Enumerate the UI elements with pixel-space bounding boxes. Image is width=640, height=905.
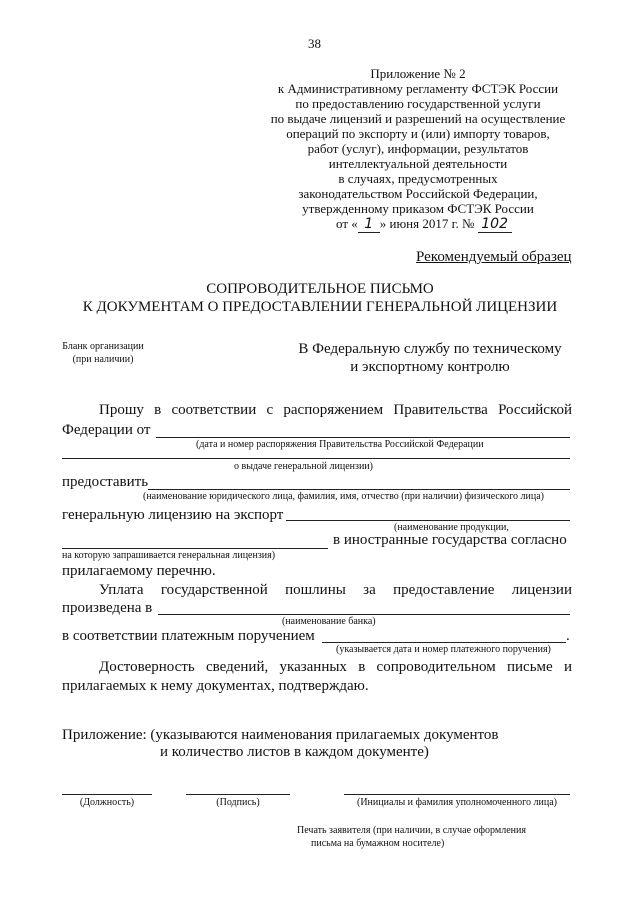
appendix-line: законодательством Российской Федерации, xyxy=(298,186,538,201)
signature-field-line xyxy=(186,794,290,795)
attachment-line1: Приложение: (указываются наименования прилагаемых документов xyxy=(62,727,499,743)
appendix-line: операций по экспорту и (или) импорту товаров, xyxy=(286,126,550,141)
appendix-line: Приложение № 2 xyxy=(370,66,466,81)
bank-field-line xyxy=(158,614,570,615)
org-blank-line2: (при наличии) xyxy=(72,354,134,365)
attachment-line2: и количество листов в каждом документе) xyxy=(160,744,429,760)
request-line1: Прошу в соответствии с распоряжением Правительства Российской xyxy=(99,402,572,418)
date-suffix: » июня 2017 г. № xyxy=(379,216,475,231)
confirm-line2: прилагаемых к нему документах, подтверждаю. xyxy=(62,678,369,694)
export-label: генеральную лицензию на экспорт xyxy=(62,507,284,523)
position-caption: (Должность) xyxy=(79,797,135,808)
date-day: 1 xyxy=(358,216,380,233)
seal-note-line2: письма на бумажном носителе) xyxy=(311,838,445,849)
title-line1: СОПРОВОДИТЕЛЬНОЕ ПИСЬМО xyxy=(206,281,434,297)
order-date-field-line xyxy=(156,437,570,438)
appendix-line: по предоставлению государственной услуги xyxy=(295,96,541,111)
org-blank-line1: Бланк организации xyxy=(62,341,144,352)
duty-line xyxy=(99,582,572,599)
duty-word: пошлины xyxy=(285,582,346,598)
hint-license: о выдаче генеральной лицензии) xyxy=(234,461,373,472)
addressee-line2: и экспортному контролю xyxy=(350,359,510,375)
payment-field-line xyxy=(322,642,566,643)
order-continued-field-line xyxy=(62,458,570,459)
hint-product: (наименование продукции, xyxy=(394,522,509,533)
position-field-line xyxy=(62,794,152,795)
appendix-line: интеллектуальной деятельности xyxy=(328,156,508,171)
request-line2: Федерации от xyxy=(62,422,151,438)
duty-word: за xyxy=(363,582,376,598)
appendix-line: в случаях, предусмотренных xyxy=(338,171,498,186)
hint-order: (дата и номер распоряжения Правительства Российской Федерации xyxy=(196,439,484,450)
title-line2: К ДОКУМЕНТАМ О ПРЕДОСТАВЛЕНИИ ГЕНЕРАЛЬНОЙ ЛИЦЕНЗИИ xyxy=(82,299,558,315)
appendix-line: по выдаче лицензий и разрешений на осуществление xyxy=(270,111,566,126)
page-number: 38 xyxy=(308,36,321,51)
initials-field-line xyxy=(344,794,570,795)
list-attached: прилагаемому перечню. xyxy=(62,563,216,579)
recommended-sample: Рекомендуемый образец xyxy=(416,249,572,265)
hint-person: (наименование юридического лица, фамилия, имя, отчество (при наличии) физического лица) xyxy=(143,491,545,502)
duty-word: лицензии xyxy=(511,582,572,598)
product-continued-field-line xyxy=(62,548,328,549)
date-prefix: от « xyxy=(336,216,358,231)
payment-order-label: в соответствии платежным поручением xyxy=(62,628,315,644)
signature-caption: (Подпись) xyxy=(216,797,260,808)
appendix-line: утвержденному приказом ФСТЭК России xyxy=(302,201,534,216)
hint-requested: на которую запрашивается генеральная лицензия) xyxy=(62,550,276,561)
seal-note-line1: Печать заявителя (при наличии, в случае оформления xyxy=(297,825,526,836)
duty-word: Уплата xyxy=(99,582,144,598)
appendix-line: к Административному регламенту ФСТЭК России xyxy=(277,81,559,96)
appendix-line: работ (услуг), информации, результатов xyxy=(307,141,529,156)
person-field-line xyxy=(148,489,570,490)
addressee-line1: В Федеральную службу по техническому xyxy=(298,341,562,357)
product-field-line xyxy=(286,520,570,521)
grant-label: предоставить xyxy=(62,474,149,490)
initials-caption: (Инициалы и фамилия уполномоченного лица) xyxy=(356,797,557,808)
duty-word: государственной xyxy=(160,582,268,598)
appendix-date xyxy=(336,216,512,233)
confirm-line1: Достоверность сведений, указанных в сопроводительном письме и xyxy=(99,659,572,675)
hint-bank: (наименование банка) xyxy=(282,616,376,627)
duty-word: предоставление xyxy=(393,582,495,598)
made-in-label: произведена в xyxy=(62,600,153,616)
order-number: 102 xyxy=(478,216,512,233)
foreign-states: в иностранные государства согласно xyxy=(333,532,567,548)
payment-period: . xyxy=(566,628,570,644)
hint-payment: (указывается дата и номер платежного поручения) xyxy=(336,644,551,655)
